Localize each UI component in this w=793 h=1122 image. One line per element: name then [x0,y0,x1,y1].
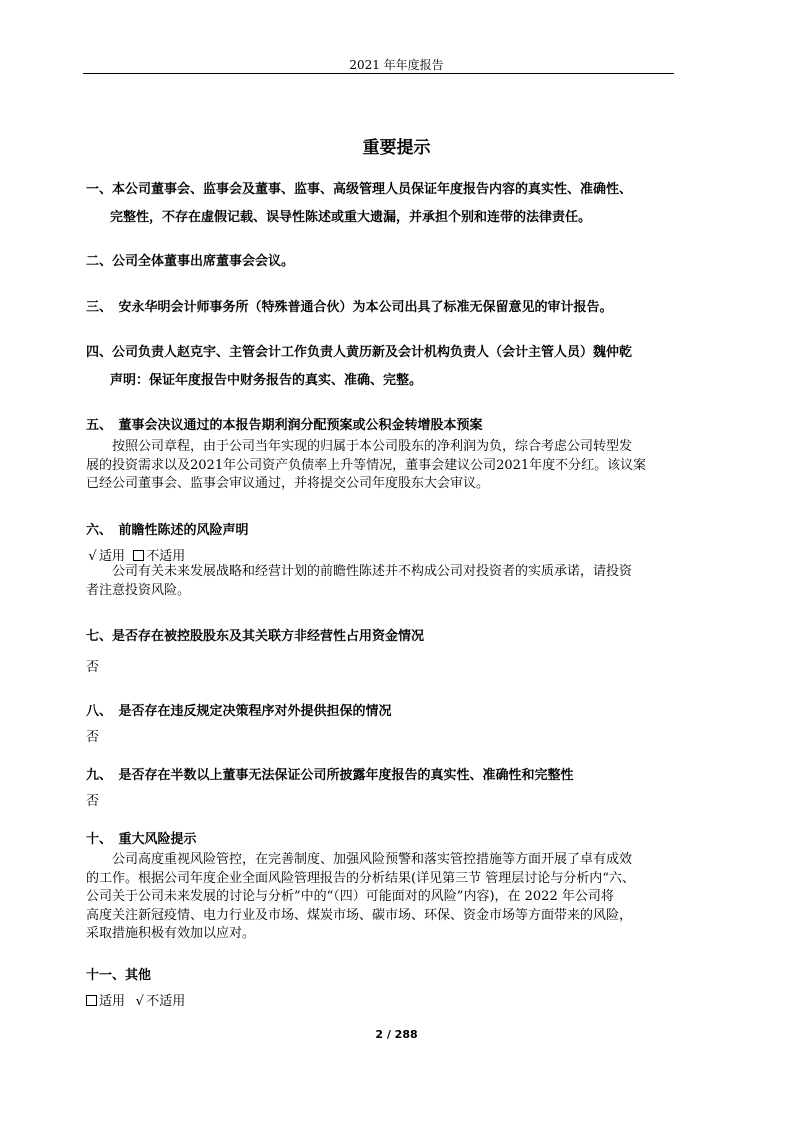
paragraph-line: 采取措施积极有效加以应对。 [86,926,256,941]
section-10-heading: 十、 重大风险提示 [86,832,197,847]
checked-icon: √ [135,994,144,1009]
page-title: 重要提示 [362,138,431,158]
paragraph-line: 公司有关未来发展战略和经营计划的前瞻性陈述并不构成公司对投资者的实质承诺，请投资 [86,564,633,579]
paragraph-line: 展的投资需求以及2021年公司资产负债率上升等情况，董事会建议公司2021年度不分红。该议案 [86,457,647,473]
paragraph-line: 高度关注新冠疫情、电力行业及市场、煤炭市场、碳市场、环保、资金市场等方面带来的风险， [86,907,633,923]
section-8-answer: 否 [86,730,100,745]
paragraph-line: 已经公司董事会、监事会审议通过，并将提交公司年度股东大会审议。 [86,476,490,491]
section-1-line-2: 完整性，不存在虚假记载、误导性陈述或重大遗漏，并承担个别和连带的法律责任。 [110,210,592,225]
paragraph-line: 公司关于公司未来发展的讨论与分析”中的“（四）可能面对的风险”内容)，在 2022 年公司将 [86,889,614,904]
section-6-options [86,545,185,564]
section-7-heading: 七、是否存在被控股股东及其关联方非经营性占用资金情况 [86,629,425,644]
option-applicable-label: 适用 [99,549,126,564]
section-6-paragraph [86,563,632,600]
option-not-applicable-label: 不适用 [146,549,186,564]
section-9-answer: 否 [86,794,100,809]
section-6-heading: 六、 前瞻性陈述的风险声明 [86,523,249,538]
section-5-paragraph [86,438,646,494]
option-not-applicable-label: 不适用 [146,994,186,1009]
header-divider [83,73,674,74]
section-5-heading: 五、 董事会决议通过的本报告期利润分配预案或公积金转增股本预案 [86,418,483,433]
paragraph-line: 者注意投资风险。 [86,582,191,598]
paragraph-line: 公司高度重视风险管控，在完善制度、加强风险预警和落实管控措施等方面开展了卓有成效 [86,852,633,867]
section-4-line-2: 声明：保证年度报告中财务报告的真实、准确、完整。 [110,373,423,388]
section-10-paragraph [86,851,635,944]
section-11-options [86,990,185,1009]
checked-icon: √ [88,549,97,564]
page-number: 2 / 288 [375,1028,418,1041]
section-4-line-1: 四、公司负责人赵克宇、主管会计工作负责人黄历新及会计机构负责人（会计主管人员）魏仲乾 [86,345,633,360]
paragraph-line: 按照公司章程，由于公司当年实现的归属于本公司股东的净利润为负，综合考虑公司转型发 [86,439,633,454]
section-3-heading: 三、 安永华明会计师事务所（特殊普通合伙）为本公司出具了标准无保留意见的审计报告。 [86,300,613,315]
paragraph-line: 的工作。根据公司年度企业全面风险管理报告的分析结果(详见第三节 管理层讨论与分析内“六、 [86,870,635,886]
page-header: 2021 年年度报告 [349,58,444,72]
option-applicable-label: 适用 [99,994,126,1009]
section-1-line-1: 一、本公司董事会、监事会及董事、监事、高级管理人员保证年度报告内容的真实性、准确性、 [86,182,633,197]
section-2-heading: 二、公司全体董事出席董事会会议。 [86,254,295,269]
section-9-heading: 九、 是否存在半数以上董事无法保证公司所披露年度报告的真实性、准确性和完整性 [86,768,574,783]
section-8-heading: 八、 是否存在违反规定决策程序对外提供担保的情况 [86,704,392,719]
unchecked-box-icon [133,550,144,561]
section-11-heading: 十一、其他 [86,968,152,983]
section-7-answer: 否 [86,660,100,675]
unchecked-box-icon [86,995,97,1006]
